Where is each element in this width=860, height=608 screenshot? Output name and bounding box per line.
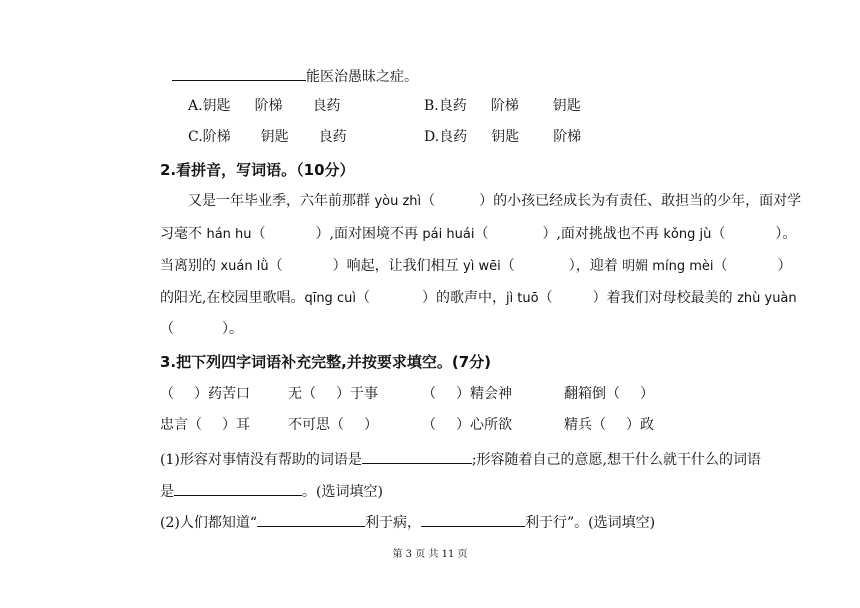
q1-option-b: B.良药 阶梯 钥匙 bbox=[424, 98, 581, 114]
q1-stem-line: 能医治愚昧之症。 bbox=[172, 66, 418, 86]
q3-sub-2: (2)人们都知道“ 利于病， 利于行”。(选词填空) bbox=[160, 512, 655, 532]
answer-blank[interactable] bbox=[172, 66, 306, 81]
q3-word-1: （ ）药苦口 bbox=[160, 386, 250, 402]
q3-word-2: 无（ ）于事 bbox=[288, 386, 378, 402]
answer-blank[interactable] bbox=[174, 481, 302, 496]
q2-heading: 2.看拼音，写词语。（10分） bbox=[160, 161, 355, 179]
q1-option-c: C.阶梯 钥匙 良药 bbox=[188, 129, 347, 145]
q2-line-1: 又是一年毕业季，六年前那群 yòu zhì（ ）的小孩已经成长为有责任、敢担当的少年，面对学 bbox=[188, 193, 802, 209]
q3-heading: 3.把下列四字词语补充完整,并按要求填空。(7分) bbox=[160, 353, 491, 371]
q1-option-d: D.良药 钥匙 阶梯 bbox=[424, 129, 582, 145]
q2-line-2: 习毫不 hán hu（ ）,面对困境不再 pái huái（ ）,面对挑战也不再 kǒng jù（ ）。 bbox=[160, 226, 797, 242]
q3-word-5: 忠言（ ）耳 bbox=[160, 417, 250, 433]
q2-line-3: 当离别的 xuán lǜ（ ）响起，让我们相互 yì wēi（ ），迎着 明媚 míng mèi（ ） bbox=[160, 258, 792, 274]
q2-line-4: 的阳光,在校园里歌唱。qīng cuì（ ）的歌声中，jì tuō（ ）着我们对母校最美的 zhù yuàn bbox=[160, 290, 797, 306]
q3-word-7: （ ）心所欲 bbox=[422, 417, 512, 433]
q3-word-8: 精兵（ ）政 bbox=[564, 417, 654, 433]
q1-option-a: A.钥匙 阶梯 良药 bbox=[188, 98, 341, 114]
answer-blank[interactable] bbox=[362, 449, 472, 464]
page-footer: 第 3 页 共 11 页 bbox=[392, 549, 468, 560]
q2-line-5: （ ）。 bbox=[160, 321, 243, 337]
answer-blank[interactable] bbox=[421, 512, 525, 527]
q3-word-4: 翻箱倒（ ） bbox=[564, 386, 654, 402]
q3-sub-1-cont: 是 。(选词填空) bbox=[160, 481, 383, 501]
q3-word-3: （ ）精会神 bbox=[422, 386, 512, 402]
q3-word-6: 不可思（ ） bbox=[288, 417, 378, 433]
answer-blank[interactable] bbox=[257, 512, 365, 527]
q3-sub-1: (1)形容对事情没有帮助的词语是 ;形容随着自己的意愿,想干什么就干什么的词语 bbox=[160, 449, 761, 469]
